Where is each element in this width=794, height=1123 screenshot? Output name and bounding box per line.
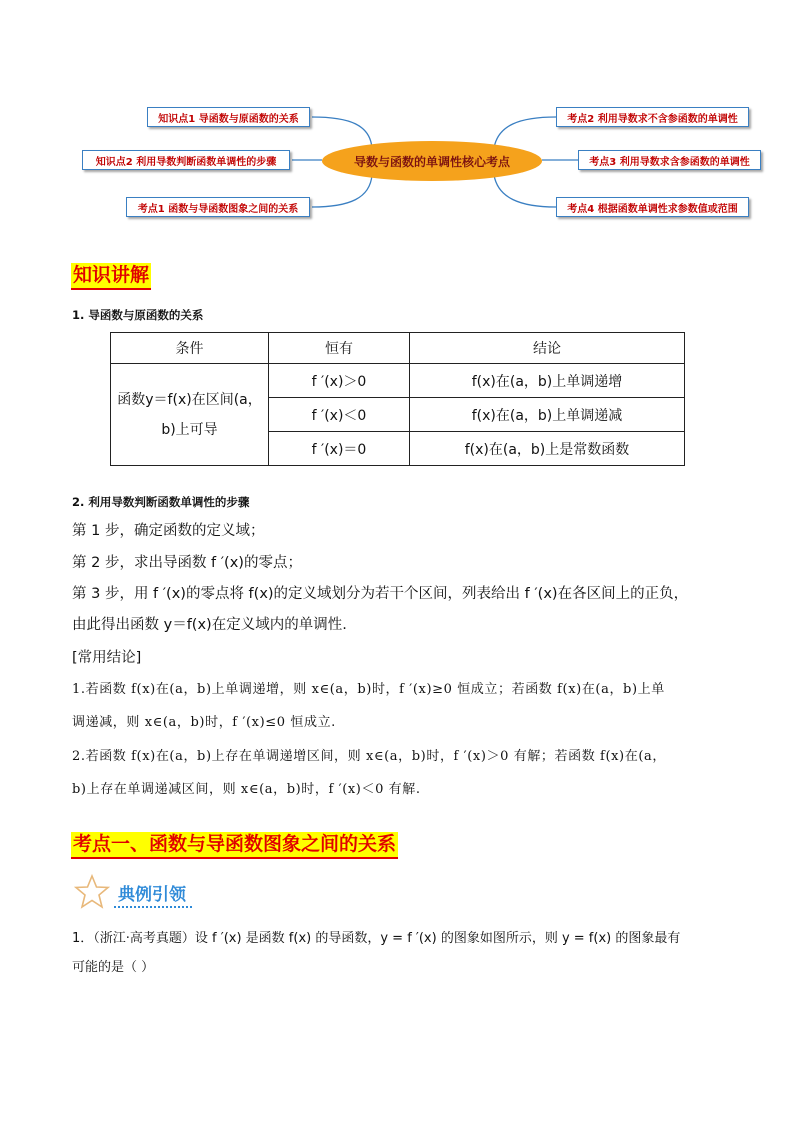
table-condition-cell	[111, 364, 269, 466]
condition-line-2: b)上可导	[161, 421, 218, 438]
example-label: 典例引领	[118, 885, 186, 905]
conclusion-1-line-2: 调递减，则 x∈(a，b)时，f ′(x)≤0 恒成立.	[72, 715, 336, 730]
mindmap-center-node: 导数与函数的单调性核心考点	[322, 141, 542, 181]
heading-steps: 2. 利用导数判断函数单调性的步骤	[72, 495, 250, 509]
mindmap-node-topic-2: 考点2 利用导数求不含参函数的单调性	[556, 107, 749, 127]
mindmap-connectors	[0, 0, 794, 260]
conclusion-2-line-2: b)上存在单调递减区间，则 x∈(a，b)时，f ′(x)＜0 有解.	[72, 782, 421, 797]
heading-relation: 1. 导函数与原函数的关系	[72, 308, 204, 322]
step-2: 第 2 步，求出导函数 f ′(x)的零点；	[72, 555, 302, 571]
star-icon	[74, 874, 110, 910]
question-line-1: 1．（浙江·高考真题）设 f ′(x) 是函数 f(x) 的导函数，y = f ′(x) 的图象如图所示，则 y = f(x) 的图象最有	[72, 931, 681, 946]
relation-table	[110, 332, 685, 466]
example-label-underline	[114, 906, 192, 908]
table-result-cell: f(x)在(a，b)上单调递增	[410, 364, 685, 398]
mindmap-node-topic-1: 考点1 函数与导函数图象之间的关系	[126, 197, 310, 217]
condition-line-1: 函数y＝f(x)在区间(a，	[117, 391, 262, 408]
mindmap-node-topic-3: 考点3 利用导数求含参函数的单调性	[578, 150, 761, 170]
table-header-conclusion: 结论	[410, 333, 685, 364]
table-result-cell: f(x)在(a，b)上单调递减	[410, 398, 685, 432]
table-header-always: 恒有	[269, 333, 410, 364]
table-result-cell: f(x)在(a，b)上是常数函数	[410, 432, 685, 466]
conclusion-2-line-1: 2.若函数 f(x)在(a，b)上存在单调递增区间，则 x∈(a，b)时，f ′(x)＞0 有解；若函数 f(x)在(a，	[72, 749, 666, 764]
table-sign-cell: f ′(x)＞0	[269, 364, 410, 398]
common-conclusion-label: [常用结论]	[72, 650, 142, 666]
mindmap-node-knowledge-1: 知识点1 导函数与原函数的关系	[147, 107, 310, 127]
table-header-condition: 条件	[111, 333, 269, 364]
mindmap-node-knowledge-2: 知识点2 利用导数判断函数单调性的步骤	[82, 150, 290, 170]
table-sign-cell: f ′(x)＝0	[269, 432, 410, 466]
section-title-topic-1: 考点一、函数与导函数图象之间的关系	[71, 832, 398, 859]
question-line-2: 可能的是（ ）	[72, 960, 155, 975]
step-3-cont: 由此得出函数 y＝f(x)在定义域内的单调性.	[72, 617, 347, 633]
section-title-knowledge: 知识讲解	[71, 263, 151, 290]
step-1: 第 1 步，确定函数的定义域；	[72, 523, 265, 539]
conclusion-1-line-1: 1.若函数 f(x)在(a，b)上单调递增，则 x∈(a，b)时，f ′(x)≥0 恒成立；若函数 f(x)在(a，b)上单	[72, 682, 665, 697]
table-sign-cell: f ′(x)＜0	[269, 398, 410, 432]
mindmap-node-topic-4: 考点4 根据函数单调性求参数值或范围	[556, 197, 749, 217]
step-3: 第 3 步，用 f ′(x)的零点将 f(x)的定义域划分为若干个区间，列表给出 f ′(x)在各区间上的正负，	[72, 586, 689, 602]
